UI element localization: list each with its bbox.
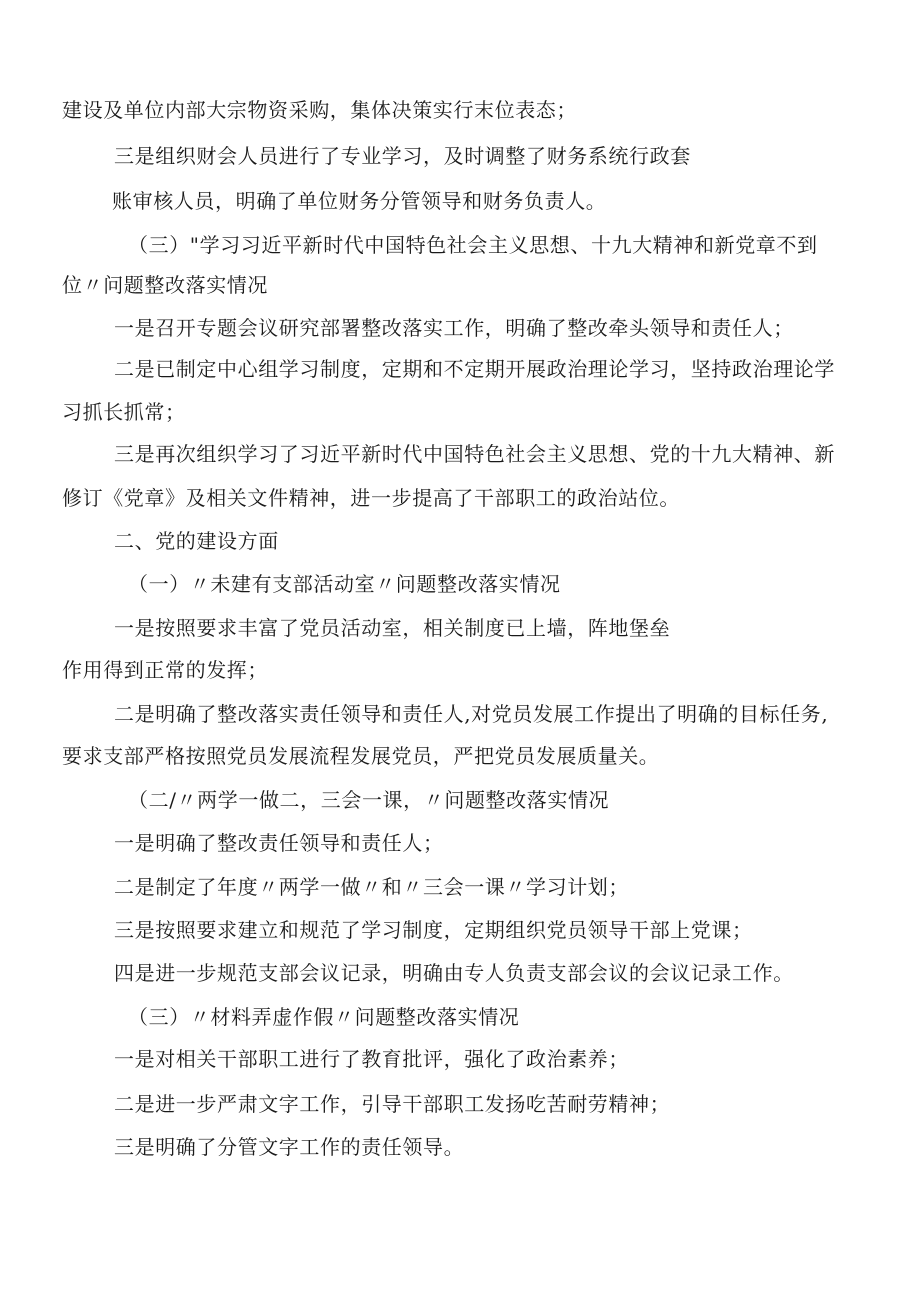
text-line: 一是明确了整改责任领导和责任人； [114,831,444,855]
text-line: 作用得到正常的发挥； [62,658,268,682]
text-line: 三是再次组织学习了习近平新时代中国特色社会主义思想、党的十九大精神、新 [114,442,835,466]
text-line: 账审核人员，明确了单位财务分管领导和财务负责人。 [112,189,607,213]
text-line: 修订《党章》及相关文件精神，进一步提高了干部职工的政治站位。 [62,486,680,510]
text-line: 四是进一步规范支部会议记录，明确由专人负责支部会议的会议记录工作。 [114,961,794,985]
section-heading: （三）〃材料弄虚作假〃问题整改落实情况 [128,1005,520,1029]
text-line: 一是对相关干部职工进行了教育批评，强化了政治素养； [114,1047,629,1071]
text-line: 二是已制定中心组学习制度，定期和不定期开展政治理论学习，坚持政治理论学 [114,357,835,381]
section-heading: （二/〃两学一做二，三会一课，〃问题整改落实情况 [128,788,610,812]
text-line: 一是召开专题会议研究部署整改落实工作，明确了整改牵头领导和责任人； [114,316,794,340]
text-line: 二是进一步严肃文字工作，引导干部职工发扬吃苦耐劳精神； [114,1092,671,1116]
text-line: 要求支部严格按照党员发展流程发展党员，严把党员发展质量关。 [62,744,660,768]
section-heading: （三）"学习习近平新时代中国特色社会主义思想、十九大精神和新党章不到 [128,233,818,257]
text-line: 二是明确了整改落实责任领导和责任人,对党员发展工作提出了明确的目标任务, [114,702,829,726]
text-line: 一是按照要求丰富了党员活动室，相关制度已上墙，阵地堡垒 [114,616,671,640]
text-line: 建设及单位内部大宗物资采购，集体决策实行末位表态； [62,98,577,122]
text-line: 三是组织财会人员进行了专业学习，及时调整了财务系统行政套 [114,144,691,168]
section-heading: （一）〃未建有支部活动室〃问题整改落实情况 [128,572,561,596]
text-line: 二是制定了年度〃两学一做〃和〃三会一课〃学习计划； [114,875,629,899]
text-line: 习抓长抓常； [62,400,186,424]
section-heading-continued: 位〃问题整改落实情况 [62,273,268,297]
section-heading: 二、党的建设方面 [114,529,279,553]
text-line: 三是明确了分管文字工作的责任领导。 [114,1135,465,1159]
text-line: 三是按照要求建立和规范了学习制度，定期组织党员领导干部上党课； [114,918,753,942]
